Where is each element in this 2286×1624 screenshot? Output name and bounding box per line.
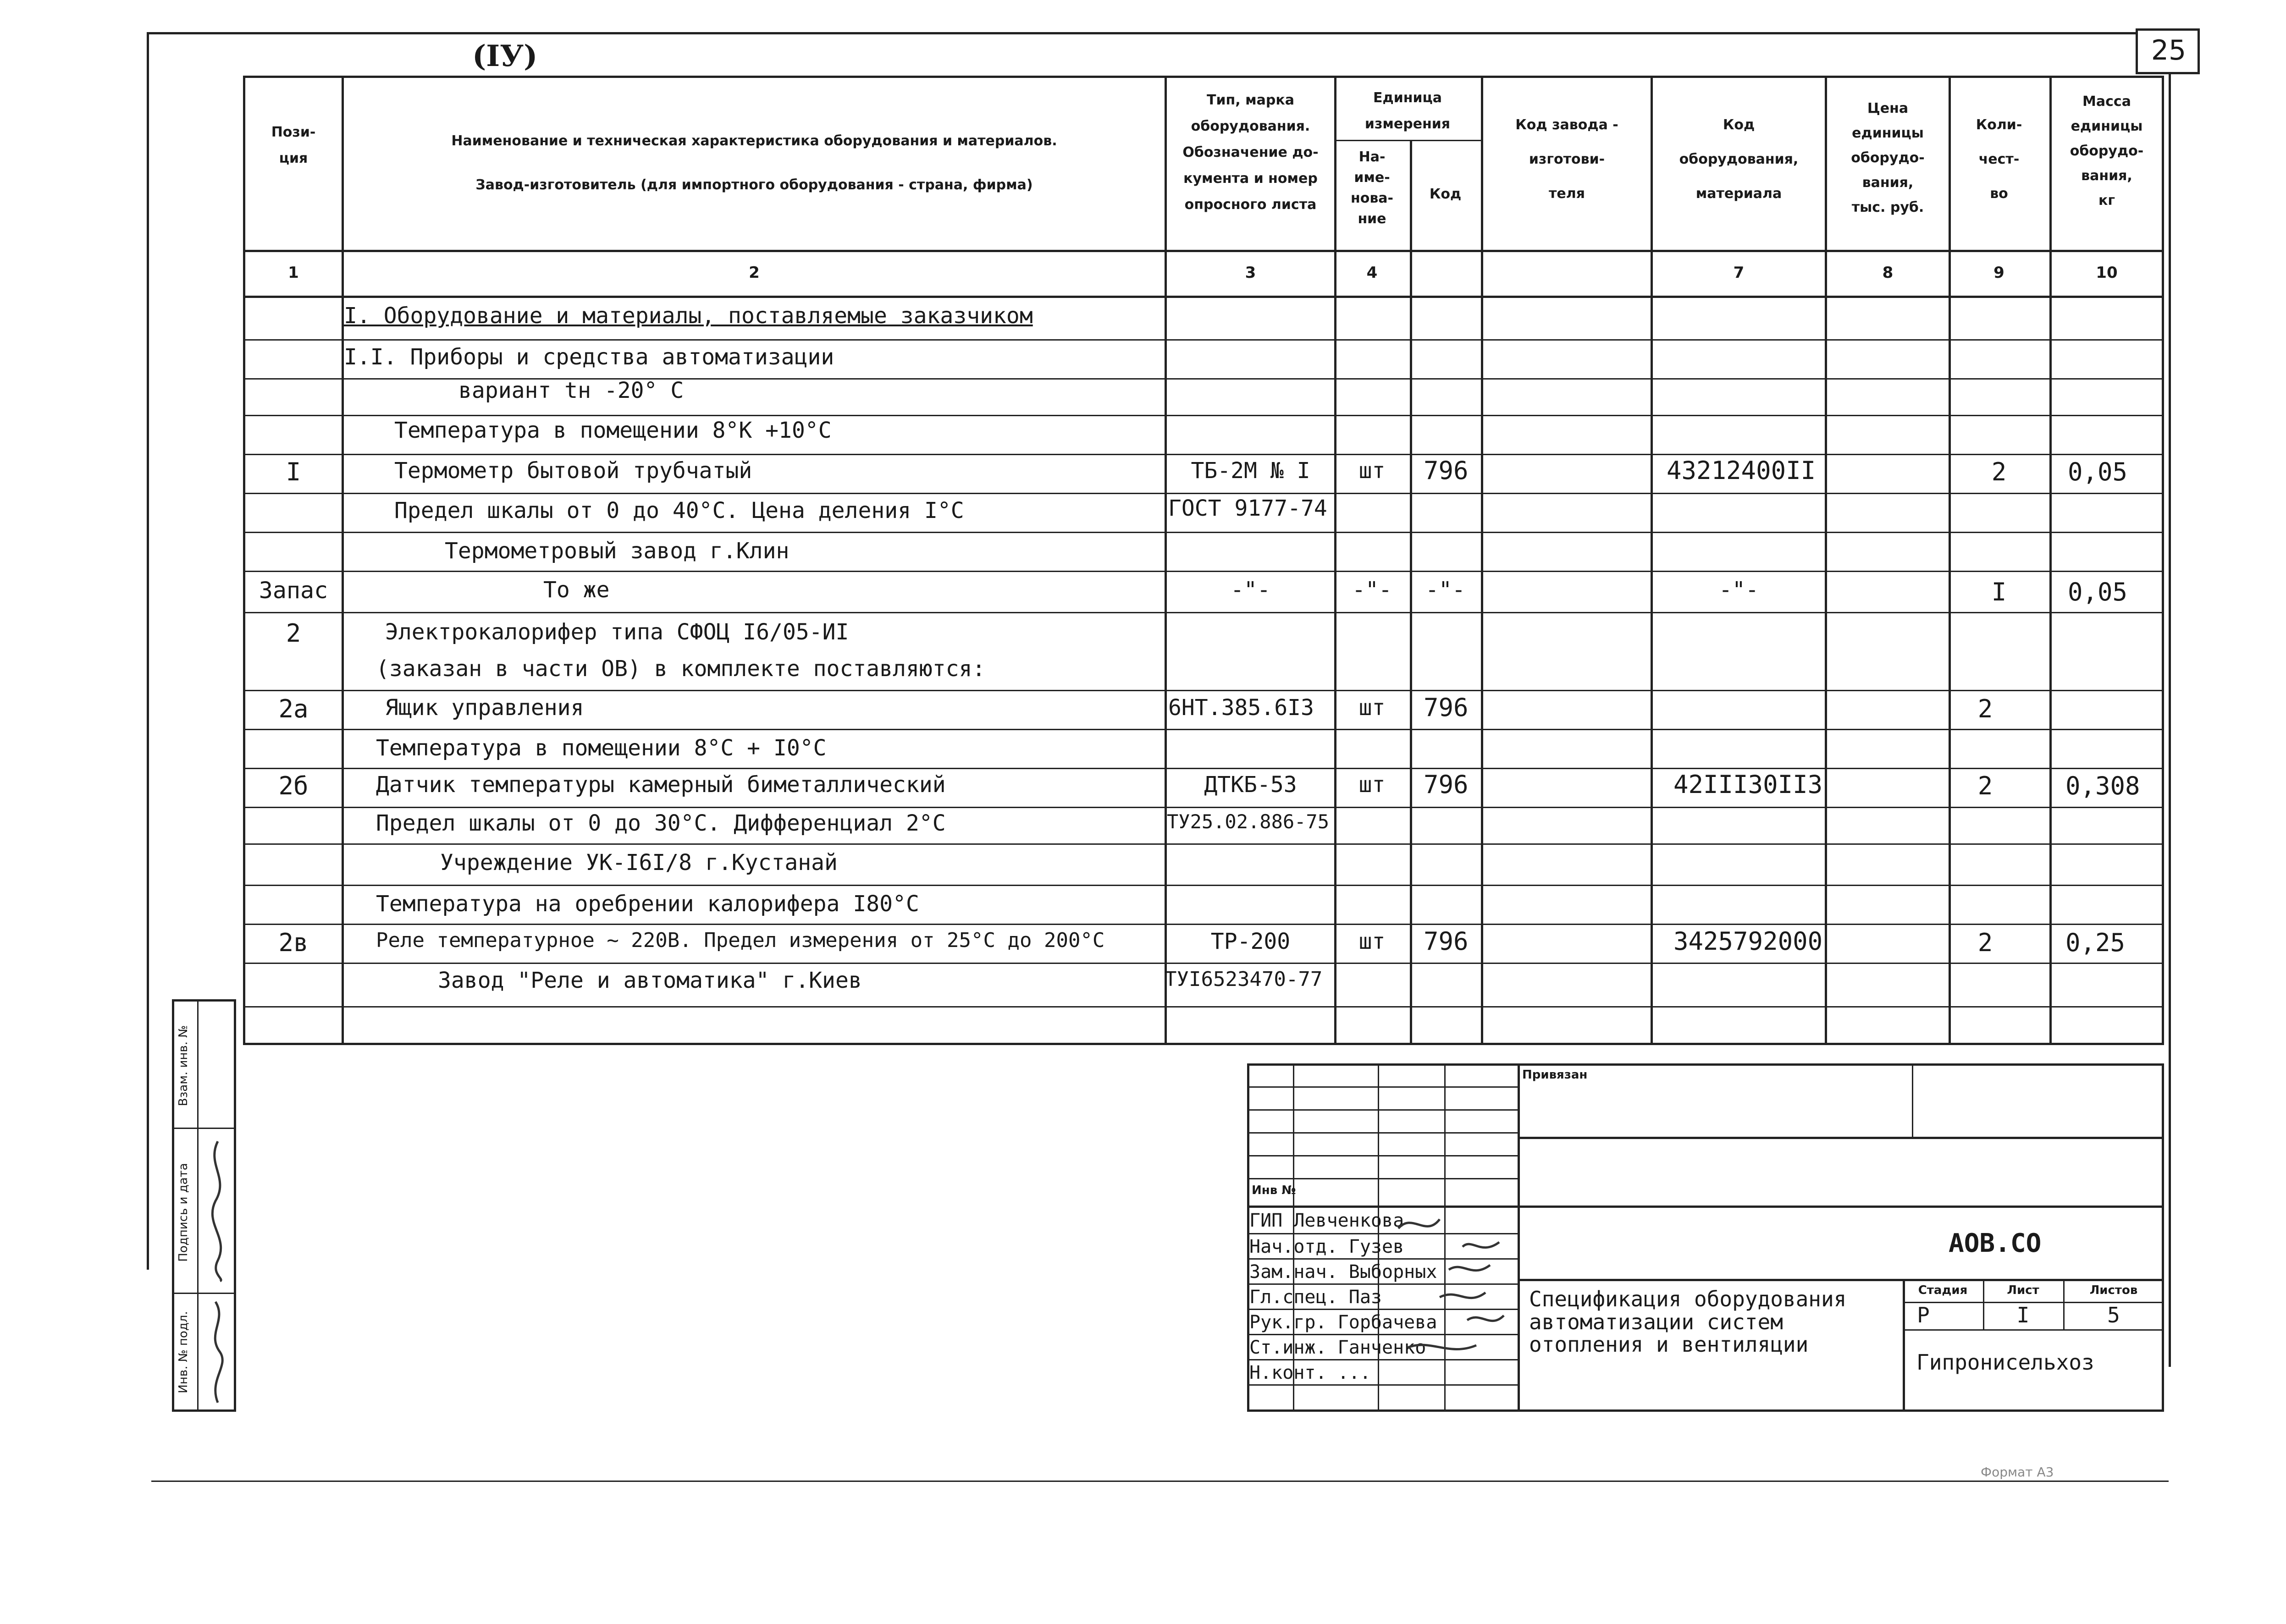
row-quantity: I: [1991, 578, 2007, 606]
row-type: 6НТ.385.6I3: [1168, 695, 1314, 721]
stamp-person-norm-control: Н.конт. ...: [1249, 1362, 1371, 1383]
row-unit: шт: [1358, 772, 1386, 798]
header-quantity: Коли- чест- во: [1976, 117, 2022, 202]
row-equipment-code: 43212400II: [1667, 456, 1816, 485]
row-name: (заказан в части ОВ) в комплекте поставляются:: [376, 656, 986, 682]
colnum-10: 10: [2096, 264, 2118, 282]
row-unit: шт: [1358, 929, 1386, 954]
sheet-value: I: [2016, 1303, 2030, 1327]
row-mass: 0,308: [2065, 771, 2140, 800]
row-mass: 0,25: [2065, 928, 2126, 957]
handwritten-signature: [202, 1137, 234, 1283]
organization-name: Гипронисельхоз: [1916, 1350, 2094, 1375]
format-mark: Формат А3: [1981, 1464, 2054, 1480]
side-label-inv-original: Инв. № подл.: [177, 1311, 190, 1393]
colnum-9: 9: [1993, 264, 2004, 282]
header-unit-name: На- име- нова- ние: [1350, 149, 1394, 227]
row-unit: -"-: [1352, 577, 1392, 603]
row-position: I: [286, 457, 301, 486]
header-unit-group: Единица измерения: [1364, 90, 1451, 132]
colnum-2: 2: [749, 264, 760, 282]
header-mass: Масса единицы оборудо- вания, кг: [2070, 94, 2144, 209]
row-name: Термометр бытовой трубчатый: [394, 458, 752, 484]
section-mark: (IУ): [472, 39, 538, 73]
stamp-person-deputy: Зам.нач. Выборных: [1249, 1261, 1437, 1283]
row-quantity: 2: [1991, 457, 2007, 486]
row-position: 2в: [278, 928, 309, 957]
row-quantity: 2: [1977, 771, 1993, 800]
row-position: Запас: [259, 577, 328, 604]
colnum-4: 4: [1366, 264, 1378, 282]
handwritten-signature: [1394, 1210, 1513, 1384]
row-name: Реле температурное ~ 220В. Предел измерения от 25°С до 200°С: [376, 929, 1105, 952]
row-name: То же: [543, 577, 610, 603]
row-equipment-code: 3425792000: [1673, 927, 1823, 956]
row-equipment-code: 42III30II3: [1673, 770, 1823, 799]
row-type: ТУI6523470-77: [1165, 968, 1323, 991]
side-label-signature-date: Подпись и дата: [177, 1163, 190, 1262]
row-unit-code: 796: [1424, 456, 1469, 485]
row-position: 2а: [278, 694, 309, 723]
stage-label: Стадия: [1918, 1283, 1968, 1297]
row-mass: 0,05: [2068, 578, 2128, 606]
header-position: Пози- ция: [271, 124, 316, 166]
side-label-replaced-inv: Взам. инв. №: [177, 1025, 190, 1107]
row-type: ТБ-2М № I: [1191, 458, 1310, 484]
row-name: Электрокалорифер типа СФОЦ I6/05-ИI: [385, 619, 849, 645]
colnum-8: 8: [1882, 264, 1894, 282]
row-mass: 0,05: [2068, 457, 2128, 486]
row-name: Термометровый завод г.Клин: [445, 538, 790, 564]
row-name: Предел шкалы от 0 до 30°С. Дифференциал 2°С: [376, 810, 946, 836]
row-unit-code: -"-: [1425, 577, 1465, 603]
row-quantity: 2: [1977, 694, 1993, 723]
row-name: Учреждение УК-I6I/8 г.Кустанай: [440, 850, 838, 875]
row-name: Предел шкалы от 0 до 40°С. Цена деления I°С: [394, 498, 964, 523]
row-type: ТР-200: [1210, 929, 1291, 954]
inventory-number-label: Инв №: [1252, 1184, 1296, 1197]
row-name: Датчик температуры камерный биметаллический: [376, 772, 946, 798]
row-unit: шт: [1358, 695, 1386, 721]
row-name: Ящик управления: [385, 695, 584, 721]
row-unit-code: 796: [1424, 693, 1469, 722]
row-name: I. Оборудование и материалы, поставляемые заказчиком: [344, 303, 1033, 329]
row-name: Температура в помещении 8°С + I0°С: [376, 735, 827, 761]
sheet-label: Лист: [2007, 1283, 2039, 1297]
row-position: 2б: [278, 771, 309, 800]
header-price: Цена единицы оборудо- вания, тыс. руб.: [1851, 100, 1925, 215]
sheets-label: Листов: [2089, 1283, 2138, 1297]
stamp-person-chief-spec: Гл.спец. Паз: [1249, 1287, 1382, 1308]
header-type: Тип, марка оборудования. Обозначение до- кумента и номер опросного листа: [1182, 92, 1319, 213]
stamp-person-senior-eng: Ст.инж. Ганченко: [1249, 1337, 1426, 1358]
stamp-person-gip: ГИП Левченкова: [1249, 1210, 1404, 1231]
header-equipment-code: Код оборудования, материала: [1679, 117, 1799, 202]
colnum-7: 7: [1733, 264, 1745, 282]
row-type: ТУ25.02.886-75: [1167, 810, 1330, 833]
row-unit-code: 796: [1424, 770, 1469, 799]
row-quantity: 2: [1977, 928, 1993, 957]
bound-label: Привязан: [1522, 1068, 1588, 1082]
row-unit: шт: [1358, 458, 1386, 484]
handwritten-signature: [202, 1297, 234, 1407]
sheet-number: 25: [2151, 34, 2187, 66]
row-equipment-code: -"-: [1719, 577, 1759, 603]
colnum-1: 1: [288, 264, 299, 282]
row-name: Температура в помещении 8°К +10°С: [394, 418, 832, 443]
header-factory-code: Код завода - изготови- теля: [1515, 117, 1618, 202]
document-code: АОВ.СО: [1949, 1228, 2042, 1258]
row-unit-code: 796: [1424, 927, 1469, 956]
stamp-person-head-dept: Нач.отд. Гузев: [1249, 1236, 1404, 1257]
row-type: ДТКБ-53: [1204, 772, 1297, 798]
row-name: вариант tн -20° С: [458, 378, 684, 403]
row-name: Завод "Реле и автоматика" г.Киев: [438, 968, 862, 993]
stage-value: Р: [1917, 1303, 1930, 1327]
document-title: Спецификация оборудования автоматизации систем отопления и вентиляции: [1529, 1287, 1847, 1357]
header-name: Наименование и техническая характеристика оборудования и материалов. Завод-изготовитель (для импортного оборудования - страна, фирма): [451, 133, 1057, 193]
stamp-person-group-lead: Рук.гр. Горбачева: [1249, 1312, 1437, 1333]
colnum-3: 3: [1245, 264, 1256, 282]
row-name: I.I. Приборы и средства автоматизации: [344, 344, 834, 370]
row-type: ГОСТ 9177-74: [1168, 495, 1327, 521]
row-position: 2: [286, 619, 301, 648]
row-name: Температура на оребрении калорифера I80°С: [376, 891, 919, 917]
row-type: -"-: [1231, 577, 1270, 603]
header-unit-code: Код: [1429, 186, 1462, 202]
sheets-value: 5: [2107, 1303, 2120, 1327]
